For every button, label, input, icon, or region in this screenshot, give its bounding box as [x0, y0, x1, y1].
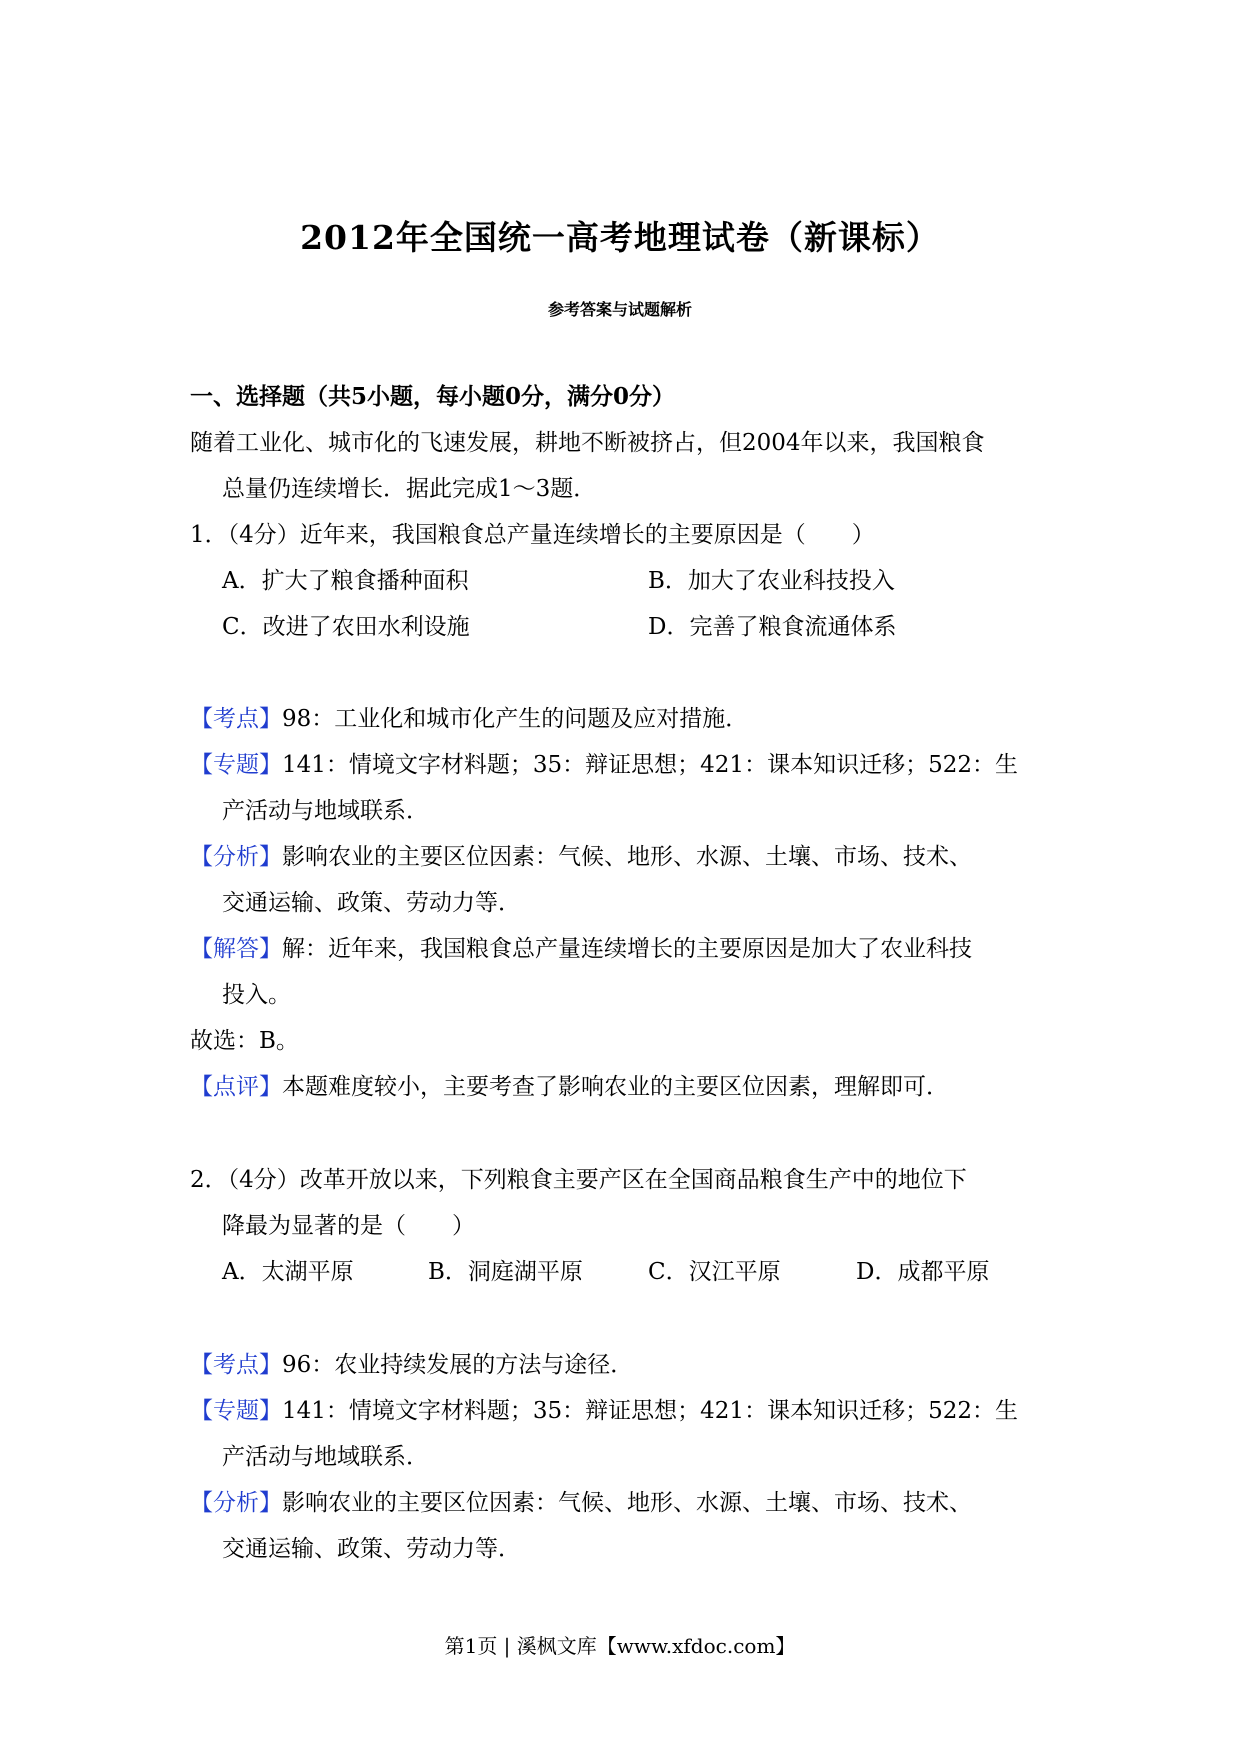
q1-zhuanti-text-2: 产活动与地域联系．	[222, 798, 429, 824]
q2-stem-2: 降最为显著的是（ ）	[222, 1213, 475, 1239]
q1-jieda-text-1: 解：近年来，我国粮食总产量连续增长的主要原因是加大了农业科技	[282, 936, 972, 962]
q1-stem: 1．（4分）近年来，我国粮食总产量连续增长的主要原因是（ ）	[190, 522, 875, 548]
page-title: 2012年全国统一高考地理试卷（新课标）	[300, 218, 940, 257]
fenxi-tag: 【分析】	[190, 1490, 282, 1516]
q1-kaodian-text: 98：工业化和城市化产生的问题及应对措施．	[282, 706, 749, 732]
section-heading: 一、选择题（共5小题，每小题0分，满分0分）	[190, 383, 676, 410]
q2-fenxi-text-2: 交通运输、政策、劳动力等．	[222, 1536, 521, 1562]
q2-option-d: D．成都平原	[856, 1259, 990, 1285]
q1-fenxi	[190, 842, 972, 872]
intro-line-1: 随着工业化、城市化的飞速发展，耕地不断被挤占，但2004年以来，我国粮食	[190, 430, 985, 456]
zhuanti-tag: 【专题】	[190, 1398, 282, 1424]
q2-option-c: C．汉江平原	[648, 1259, 781, 1285]
q1-dianping	[190, 1072, 949, 1102]
dianping-tag: 【点评】	[190, 1074, 282, 1100]
q2-zhuanti-text-2: 产活动与地域联系．	[222, 1444, 429, 1470]
q1-jieda-text-2: 投入。	[222, 982, 291, 1008]
page-footer: 第1页 | 溪枫文库【www.xfdoc.com】	[444, 1634, 796, 1658]
q1-kaodian	[190, 704, 748, 734]
zhuanti-tag: 【专题】	[190, 752, 282, 778]
q1-option-b: B．加大了农业科技投入	[648, 568, 895, 594]
q2-fenxi-text-1: 影响农业的主要区位因素：气候、地形、水源、土壤、市场、技术、	[282, 1490, 972, 1516]
q1-zhuanti-text-1: 141：情境文字材料题；35：辩证思想；421：课本知识迁移；522：生	[282, 752, 1018, 778]
q1-fenxi-text-2: 交通运输、政策、劳动力等．	[222, 890, 521, 916]
kaodian-tag: 【考点】	[190, 706, 282, 732]
intro-line-2: 总量仍连续增长．据此完成1～3题．	[222, 476, 597, 502]
q2-kaodian-text: 96：农业持续发展的方法与途径．	[282, 1352, 634, 1378]
q2-kaodian	[190, 1350, 633, 1380]
q1-fenxi-text-1: 影响农业的主要区位因素：气候、地形、水源、土壤、市场、技术、	[282, 844, 972, 870]
q2-stem-1: 2．（4分）改革开放以来，下列粮食主要产区在全国商品粮食生产中的地位下	[190, 1167, 967, 1193]
page-subtitle: 参考答案与试题解析	[547, 300, 692, 319]
jieda-tag: 【解答】	[190, 936, 282, 962]
q1-dianping-text: 本题难度较小，主要考查了影响农业的主要区位因素，理解即可．	[282, 1074, 949, 1100]
q2-zhuanti-text-1: 141：情境文字材料题；35：辩证思想；421：课本知识迁移；522：生	[282, 1398, 1018, 1424]
q2-option-b: B．洞庭湖平原	[428, 1259, 583, 1285]
q1-guxuan: 故选：B。	[190, 1028, 299, 1054]
q1-jieda	[190, 934, 972, 964]
q1-option-c: C．改进了农田水利设施	[222, 614, 470, 640]
kaodian-tag: 【考点】	[190, 1352, 282, 1378]
q1-option-d: D．完善了粮食流通体系	[648, 614, 897, 640]
q2-zhuanti	[190, 1396, 1018, 1426]
q2-fenxi	[190, 1488, 972, 1518]
q2-option-a: A．太湖平原	[222, 1259, 354, 1285]
fenxi-tag: 【分析】	[190, 844, 282, 870]
q1-option-a: A．扩大了粮食播种面积	[222, 568, 469, 594]
q1-zhuanti	[190, 750, 1018, 780]
